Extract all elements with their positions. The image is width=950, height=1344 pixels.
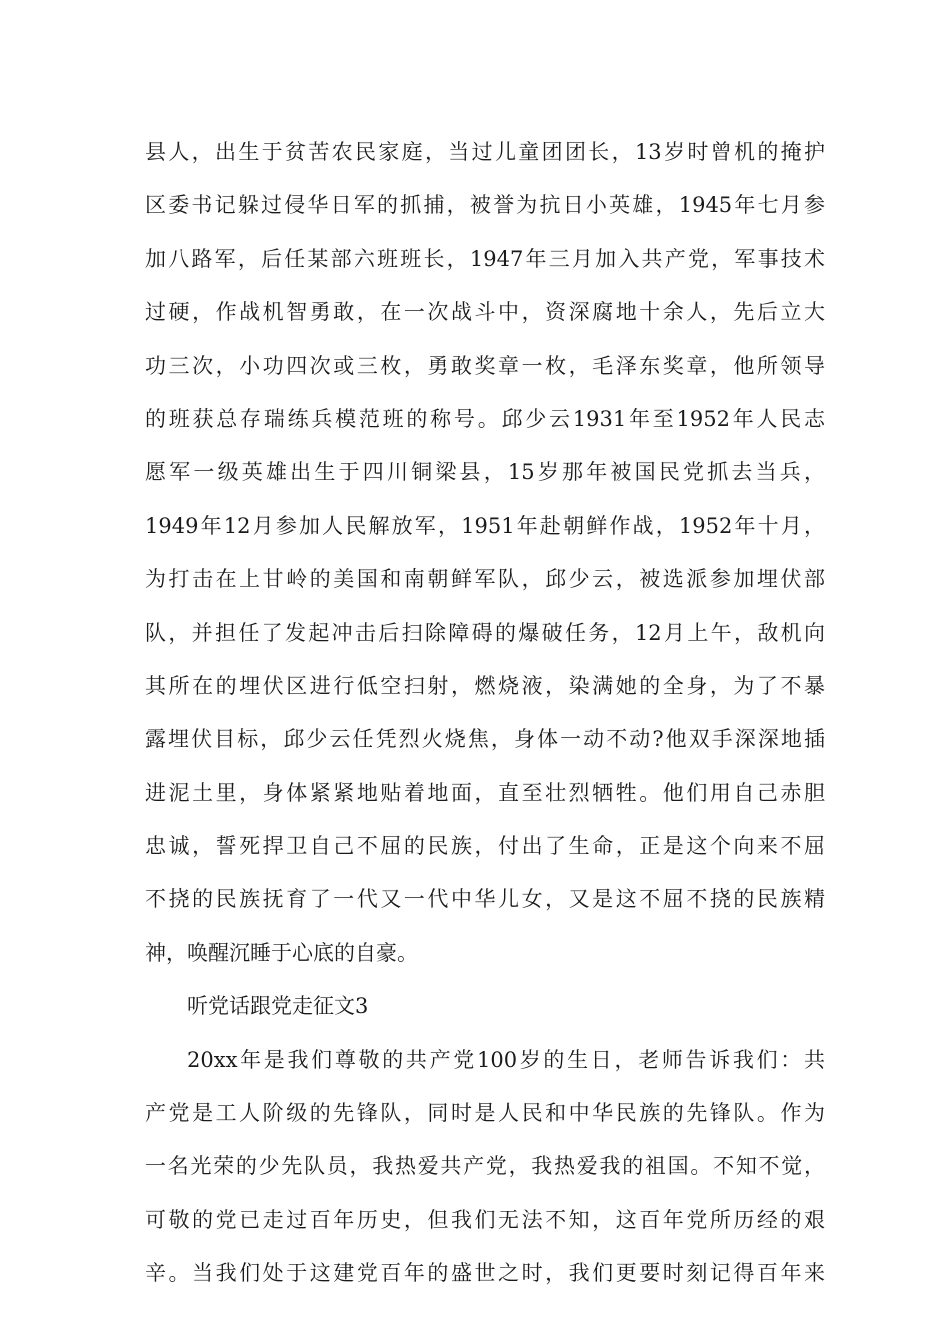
paragraph-line-1: 县人，出生于贫苦农民家庭，当过儿童团团长，13岁时曾机的掩护 bbox=[145, 140, 825, 164]
paragraph2-line-2: 产党是工人阶级的先锋队，同时是人民和中华民族的先锋队。作为 bbox=[145, 1101, 825, 1126]
paragraph-line-11: 其所在的埋伏区进行低空扫射，燃烧液，染满她的全身，为了不暴 bbox=[145, 673, 825, 698]
paragraph-line-7: 愿军一级英雄出生于四川铜梁县，15岁那年被国民党抓去当兵， bbox=[145, 460, 825, 485]
paragraph2-line-3: 一名光荣的少先队员，我热爱共产党，我热爱我的祖国。不知不觉， bbox=[145, 1154, 825, 1179]
paragraph2-line-5: 辛。当我们处于这建党百年的盛世之时，我们更要时刻记得百年来 bbox=[145, 1261, 825, 1286]
paragraph-line-10: 队，并担任了发起冲击后扫除障碍的爆破任务，12月上午，敌机向 bbox=[145, 620, 825, 645]
paragraph-line-9: 为打击在上甘岭的美国和南朝鲜军队，邱少云，被选派参加埋伏部 bbox=[145, 567, 825, 592]
paragraph-line-13: 进泥土里，身体紧紧地贴着地面，直至壮烈牺牲。他们用自己赤胆 bbox=[145, 780, 825, 805]
paragraph2-line-1: 20xx年是我们尊敬的共产党100岁的生日，老师告诉我们：共 bbox=[187, 1047, 825, 1072]
paragraph-line-3: 加八路军，后任某部六班班长，1947年三月加入共产党，军事技术 bbox=[145, 246, 825, 271]
paragraph-line-14: 忠诚，誓死捍卫自己不屈的民族，付出了生命，正是这个向来不屈 bbox=[145, 834, 825, 859]
paragraph-line-5: 功三次，小功四次或三枚，勇敢奖章一枚，毛泽东奖章，他所领导 bbox=[145, 353, 825, 378]
section-heading: 听党话跟党走征文3 bbox=[187, 994, 369, 1019]
paragraph-line-16: 神，唤醒沉睡于心底的自豪。 bbox=[145, 940, 418, 965]
paragraph-line-2: 区委书记躲过侵华日军的抓捕，被誉为抗日小英雄，1945年七月参 bbox=[145, 193, 825, 218]
paragraph2-line-4: 可敬的党已走过百年历史，但我们无法不知，这百年党所历经的艰 bbox=[145, 1207, 825, 1232]
paragraph-line-8: 1949年12月参加人民解放军，1951年赴朝鲜作战，1952年十月， bbox=[145, 513, 825, 538]
paragraph-line-12: 露埋伏目标，邱少云任凭烈火烧焦，身体一动不动?他双手深深地插 bbox=[145, 727, 825, 752]
paragraph-line-4: 过硬，作战机智勇敢，在一次战斗中，资深腐地十余人，先后立大 bbox=[145, 300, 825, 325]
paragraph-line-15: 不挠的民族抚育了一代又一代中华儿女，又是这不屈不挠的民族精 bbox=[145, 887, 825, 912]
paragraph-line-6: 的班获总存瑞练兵模范班的称号。邱少云1931年至1952年人民志 bbox=[145, 406, 825, 431]
document-body bbox=[145, 126, 825, 1301]
